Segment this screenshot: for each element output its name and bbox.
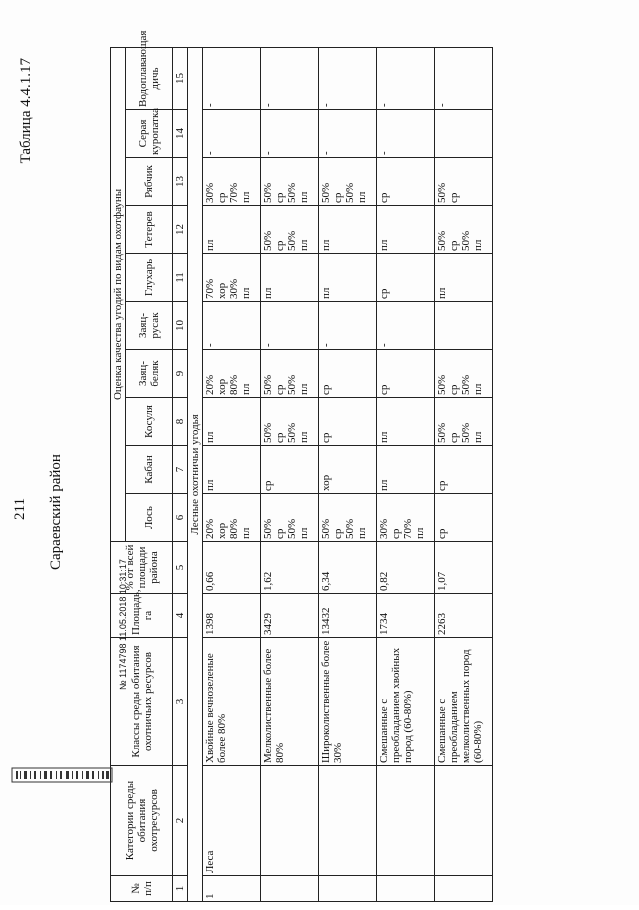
row-class: Смешанные с преобладанием мелколиственных пород (60-80%) <box>435 638 493 766</box>
quality-cell: пл <box>203 398 261 446</box>
column-number: 2 <box>173 766 188 876</box>
header-num: № п/п <box>111 876 173 902</box>
quality-cell: 50% ср 50% пл <box>261 206 319 254</box>
quality-cell: - <box>319 110 377 158</box>
quality-cell: 50% ср 50% пл <box>261 158 319 206</box>
quality-cell: пл <box>377 206 435 254</box>
quality-cell: - <box>261 47 319 109</box>
row-area: 1398 <box>203 594 261 638</box>
header-assessment: Оценка качества угодий по видам охотфауны <box>111 47 126 541</box>
quality-cell: 30% ср 70% пл <box>203 158 261 206</box>
header-area: Площадь, га <box>111 594 173 638</box>
quality-cell: - <box>203 110 261 158</box>
rotated-content <box>12 30 630 910</box>
row-percent: 1,07 <box>435 542 493 594</box>
quality-cell: ср <box>319 350 377 398</box>
row-percent: 1,62 <box>261 542 319 594</box>
row-class: Смешанные с преобладанием хвойных пород (60-80%) <box>377 638 435 766</box>
stamp-text: № 1174798 11.05.2018 10:31:17 <box>118 559 128 690</box>
habitat-table <box>110 30 493 902</box>
row-class: Широколиственные более 30% <box>319 638 377 766</box>
column-number: 6 <box>173 494 188 542</box>
column-number: 3 <box>173 638 188 766</box>
quality-cell <box>435 302 493 350</box>
column-number: 9 <box>173 350 188 398</box>
quality-cell: - <box>377 110 435 158</box>
quality-cell: пл <box>203 206 261 254</box>
table-label: Таблица 4.4.1.17 <box>18 58 34 164</box>
page-number: 211 <box>12 498 28 520</box>
header-species: Заяц-русак <box>126 302 173 350</box>
quality-cell: 50% ср 50% пл <box>435 206 493 254</box>
table-row <box>261 47 319 901</box>
quality-cell: 30% ср 70% пл <box>377 494 435 542</box>
column-number: 12 <box>173 206 188 254</box>
row-area: 1734 <box>377 594 435 638</box>
quality-cell: пл <box>319 206 377 254</box>
quality-cell: хор <box>319 446 377 494</box>
quality-cell: ср <box>377 254 435 302</box>
quality-cell: пл <box>203 446 261 494</box>
column-number: 10 <box>173 302 188 350</box>
row-category: Леса <box>203 766 261 876</box>
row-class: Мелколиственные более 80% <box>261 638 319 766</box>
row-category <box>261 766 319 876</box>
column-numbers-row <box>173 47 188 901</box>
quality-cell: ср <box>435 494 493 542</box>
row-category <box>319 766 377 876</box>
header-species: Серая куропатка <box>126 110 173 158</box>
quality-cell: 20% хор 80% пл <box>203 350 261 398</box>
quality-cell: ср <box>435 446 493 494</box>
quality-cell: 50% ср <box>435 158 493 206</box>
quality-cell: ср <box>377 350 435 398</box>
header-percent: % от всей площади района <box>111 542 173 594</box>
row-area: 13432 <box>319 594 377 638</box>
header-classes: Классы среды обитания охотничьих ресурсов <box>111 638 173 766</box>
header-species: Тетерев <box>126 206 173 254</box>
table-row <box>203 47 261 901</box>
quality-cell: 70% хор 30% пл <box>203 254 261 302</box>
column-number: 15 <box>173 47 188 109</box>
quality-cell: 50% ср 50% пл <box>261 350 319 398</box>
quality-cell: - <box>261 110 319 158</box>
row-number <box>435 876 493 902</box>
quality-cell: 50% ср 50% пл <box>319 494 377 542</box>
header-species: Рябчик <box>126 158 173 206</box>
quality-cell: - <box>435 47 493 109</box>
column-number: 14 <box>173 110 188 158</box>
quality-cell: пл <box>261 254 319 302</box>
row-area: 2263 <box>435 594 493 638</box>
row-percent: 0,66 <box>203 542 261 594</box>
section-title: Лесные охотничьи угодья <box>188 47 203 901</box>
header-species: Заяц-беляк <box>126 350 173 398</box>
quality-cell: - <box>319 47 377 109</box>
quality-cell: 20% хор 80% пл <box>203 494 261 542</box>
quality-cell: пл <box>377 446 435 494</box>
column-number: 1 <box>173 876 188 902</box>
header-species: Косуля <box>126 398 173 446</box>
table-row <box>435 47 493 901</box>
quality-cell <box>435 110 493 158</box>
quality-cell: 50% ср 50% пл <box>261 494 319 542</box>
quality-cell: 50% ср 50% пл <box>435 350 493 398</box>
barcode-stamp <box>10 760 120 790</box>
quality-cell: - <box>261 302 319 350</box>
row-category <box>377 766 435 876</box>
column-number: 7 <box>173 446 188 494</box>
column-number: 11 <box>173 254 188 302</box>
quality-cell: ср <box>261 446 319 494</box>
header-category: Категории среды обитания охотресурсов <box>111 766 173 876</box>
quality-cell: 50% ср 50% пл <box>319 158 377 206</box>
row-class: Хвойные вечнозеленые более 80% <box>203 638 261 766</box>
row-number <box>377 876 435 902</box>
quality-cell: - <box>203 47 261 109</box>
header-species: Глухарь <box>126 254 173 302</box>
row-number <box>319 876 377 902</box>
column-number: 5 <box>173 542 188 594</box>
column-number: 13 <box>173 158 188 206</box>
header-species: Кабан <box>126 446 173 494</box>
table-row <box>377 47 435 901</box>
row-number: 1 <box>203 876 261 902</box>
quality-cell: ср <box>319 398 377 446</box>
quality-cell: пл <box>377 398 435 446</box>
quality-cell: - <box>203 302 261 350</box>
quality-cell: - <box>377 302 435 350</box>
quality-cell: пл <box>435 254 493 302</box>
row-percent: 0,82 <box>377 542 435 594</box>
quality-cell: 50% ср 50% пл <box>261 398 319 446</box>
quality-cell: - <box>319 302 377 350</box>
header-species: Лось <box>126 494 173 542</box>
quality-cell: пл <box>319 254 377 302</box>
column-number: 4 <box>173 594 188 638</box>
row-category <box>435 766 493 876</box>
quality-cell: 50% ср 50% пл <box>435 398 493 446</box>
column-number: 8 <box>173 398 188 446</box>
header-species: Водоплавающая дичь <box>126 47 173 109</box>
row-percent: 6,34 <box>319 542 377 594</box>
region-title: Сараевский район <box>48 454 64 570</box>
row-area: 3429 <box>261 594 319 638</box>
row-number <box>261 876 319 902</box>
quality-cell: ср <box>377 158 435 206</box>
table-row <box>319 47 377 901</box>
quality-cell: - <box>377 47 435 109</box>
